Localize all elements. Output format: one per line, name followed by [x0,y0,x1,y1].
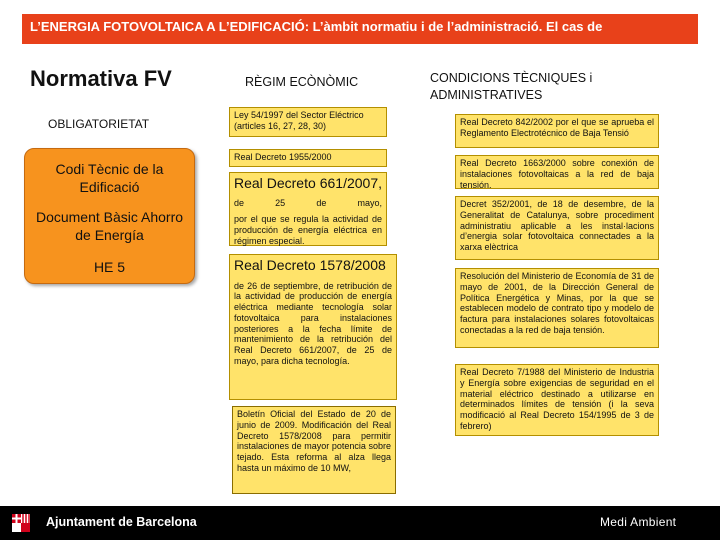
condicions-tecniques-heading: CONDICIONS TÈCNIQUES i ADMINISTRATIVES [430,71,593,102]
rd-7-1988-box: Real Decreto 7/1988 del Ministerio de Industria y Energía sobre exigencias de seguridad en el material eléctrico destinado a utilizarse en determinados límites de tensión (i la seva modificació al Real Decreto 154/1995 de 3 de febrero) [455,364,659,436]
rd1578-body: de 26 de septiembre, de retribución de la actividad de producción de energía eléctrica mediante tecnología solar fotovoltaica para instalaciones posteriores a la fecha límite de mantenimiento de la retribución del Real Decreto 661/2007, de 25 de mayo, para dicha tecnología. [234,280,392,367]
rd661-date: de 25 de mayo, [234,197,382,208]
normativa-heading: Normativa FV [30,66,172,91]
obligatorietat-label: OBLIGATORIETAT [48,117,150,131]
obligatorietat-panel [24,148,195,284]
rd-1578-2008-box [229,254,397,400]
title-bar [22,14,698,44]
department-name: Medi Ambient [600,515,677,529]
rd661-body: por el que se regula la actividad de producción de energía eléctrica en régimen especial. [234,214,382,246]
barcelona-shield-icon [10,512,32,534]
boe-note-box: Boletín Oficial del Estado de 20 de junio de 2009. Modificación del Real Decreto 1578/2008 para permitir instalaciones de mayor potencia sobre tejado. Esta reforma al alza llega hasta un máximo de 10 MW, [232,406,396,494]
slide-title: L’ENERGIA FOTOVOLTAICA A L’EDIFICACIÓ: L’àmbit normatiu i de l’administració. El cas de [30,19,603,34]
document-basic-item: Document Bàsic Ahorro de Energía [35,209,184,243]
rd1578-title: Real Decreto 1578/2008 [234,257,386,273]
rd661-title: Real Decreto 661/2007, [234,175,382,191]
he5-item: HE 5 [93,259,126,275]
ley-54-1997-box: Ley 54/1997 del Sector Eléctrico (articles 16, 27, 28, 30) [229,107,387,137]
rd-1663-2000-box: Real Decreto 1663/2000 sobre conexión de instalaciones fotovoltaicas a la red de baja tensión. [455,155,659,189]
regim-economic-heading: RÈGIM ECÒNÒMIC [245,75,359,89]
organization-name: Ajuntament de Barcelona [46,515,197,529]
rd-842-2002-box: Real Decreto 842/2002 por el que se aprueba el Reglamento Electrotécnico de Baja Tensió [455,114,659,148]
resolucion-2001-box: Resolución del Ministerio de Economía de 31 de mayo de 2001, de la Dirección General de Política Energética y Minas, por la que se establecen modelo de contrato tipo y modelo de factura para instalaciones solares fotovoltaicas conectadas a la red de baja tensión. [455,268,659,348]
codi-tecnic-item: Codi Tècnic de la Edificació [55,161,164,195]
decret-352-2001-box: Decret 352/2001, de 18 de desembre, de la Generalitat de Catalunya, sobre procediment administratiu aplicable a les instal·lacions d’energia solar fotovoltaica connectades a la xarxa elèctrica [455,196,659,260]
rd-1955-2000-box: Real Decreto 1955/2000 [229,149,387,167]
rd-661-2007-box [229,172,387,246]
